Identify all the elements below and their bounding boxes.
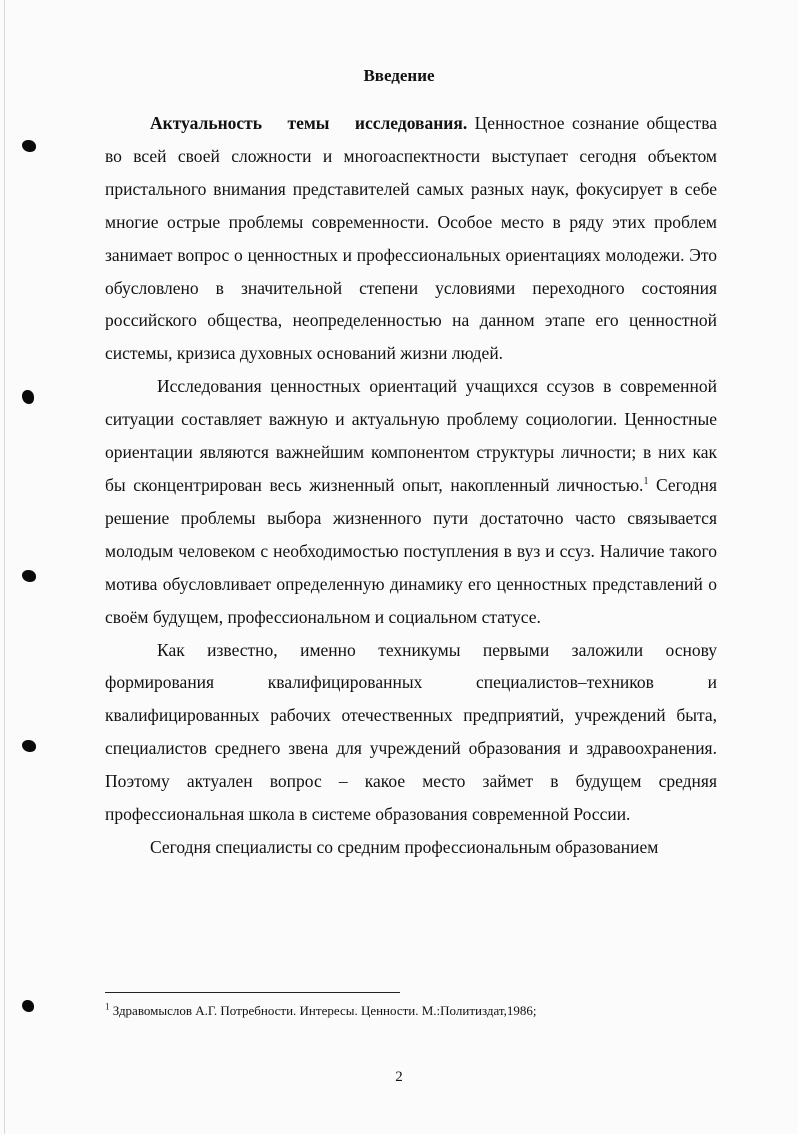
page-left-edge <box>4 0 5 1134</box>
footnote-text: Здравомыслов А.Г. Потребности. Интересы. Ценности. М.:Политиздат,1986; <box>112 1003 537 1018</box>
paragraph-text: Сегодня решение проблемы выбора жизненного пути достаточно часто связывается молодым человеком с необходимостью поступления в вуз и ссуз. Наличие такого мотива обусловливает определенную динамику его ценностных представлений о своём будущем, профессиональном и социальном статусе. <box>105 474 717 627</box>
binding-hole-mark <box>22 1000 34 1012</box>
paragraph-specialists <box>105 831 717 864</box>
paragraph-technical-schools <box>105 634 717 831</box>
paragraph-value-orientations <box>105 370 717 633</box>
footnote-reference[interactable]: 1 <box>643 476 649 488</box>
section-title: Введение <box>363 66 435 85</box>
binding-hole-mark <box>22 740 36 752</box>
body-text <box>105 107 717 864</box>
paragraph-text: Исследования ценностных ориентаций учащихся ссузов в современной ситуации составляет важную и актуальную проблему социологии. Ценностные ориентации являются важнейшим компонентом структуры личности; в них как бы сконцентрирован весь жизненный опыт, накопленный личностью. <box>105 376 717 495</box>
binding-hole-mark <box>22 390 34 404</box>
footnote-marker: 1 <box>105 1001 110 1012</box>
page-number: 2 <box>395 1069 403 1085</box>
paragraph-text: Ценностное сознание общества во всей своей сложности и многоаспектности выступает сегодня объектом пристального внимания представителей самых разных наук, фокусирует в себе многие острые проблемы современности. Особое место в ряду этих проблем занимает вопрос о ценностных и профессиональных ориентациях молодежи. Это обусловлено в значительной степени условиями переходного состояния российского общества, неопределенностью на данном этапе его ценностной системы, кризиса духовных оснований жизни людей. <box>105 113 717 364</box>
paragraph-lead: Актуальность темы исследования. <box>150 113 468 133</box>
footnote <box>105 1002 725 1020</box>
footnote-separator <box>105 992 400 993</box>
paragraph-text: Как известно, именно техникумы первыми заложили основу формирования квалифицированных специалистов–техников и квалифицированных рабочих отечественных предприятий, учреждений быта, специалистов среднего звена для учреждений образования и здравоохранения. Поэтому актуален вопрос – какое место займет в будущем средняя профессиональная школа в системе образования современной России. <box>105 639 717 825</box>
binding-hole-mark <box>22 570 36 582</box>
paragraph-text: Сегодня специалисты со средним профессиональным образованием <box>150 836 659 857</box>
paragraph-relevance <box>105 107 717 370</box>
binding-hole-mark <box>22 140 36 152</box>
